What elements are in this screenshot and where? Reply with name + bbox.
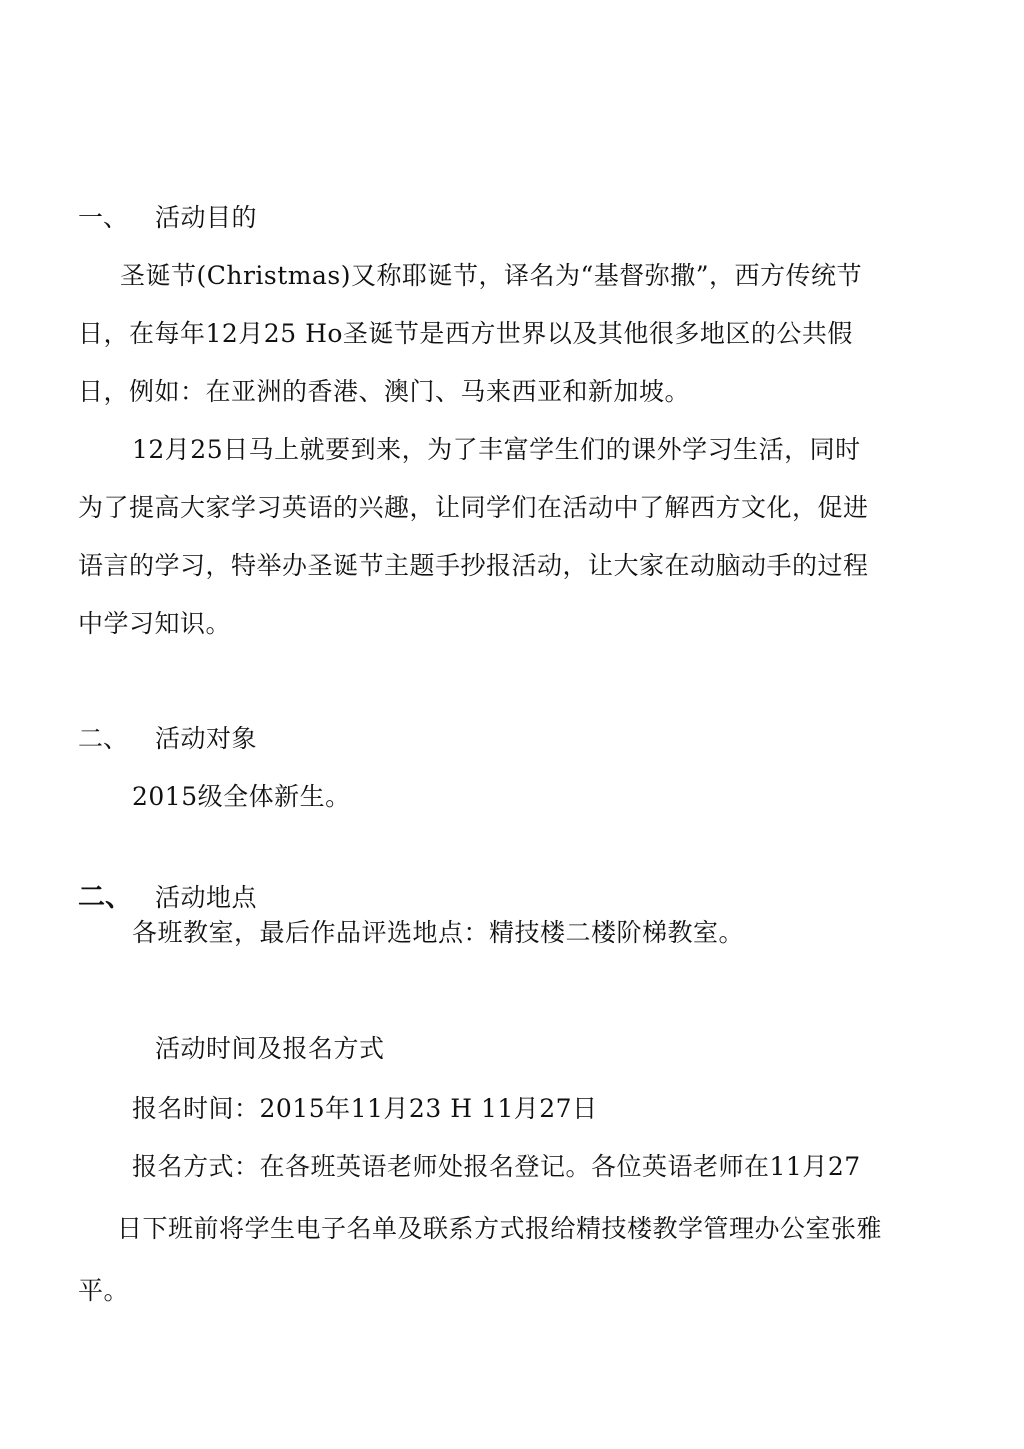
section-1-paragraph-1-line-3: 日，例如：在亚洲的香港、澳门、马来西亚和新加坡。 bbox=[78, 377, 691, 406]
section-4-paragraph-2-line-1: 报名方式：在各班英语老师处报名登记。各位英语老师在11月27 bbox=[132, 1152, 861, 1181]
section-4-heading: 活动时间及报名方式 bbox=[155, 1034, 385, 1063]
section-1-heading: 活动目的 bbox=[155, 203, 258, 232]
section-1-paragraph-2-line-4: 中学习知识。 bbox=[78, 609, 232, 638]
section-3-heading: 活动地点 bbox=[155, 883, 258, 912]
section-2-number: 二、 bbox=[78, 724, 129, 753]
section-1-paragraph-2-line-3: 语言的学习，特举办圣诞节主题手抄报活动，让大家在动脑动手的过程 bbox=[78, 551, 869, 580]
section-1-paragraph-2-line-2: 为了提高大家学习英语的兴趣，让同学们在活动中了解西方文化，促进 bbox=[78, 493, 869, 522]
section-1-number: 一、 bbox=[78, 203, 129, 232]
section-3-paragraph-line-1: 各班教室，最后作品评选地点：精技楼二楼阶梯教室。 bbox=[132, 918, 745, 947]
section-4-paragraph-1-line-1: 报名时间：2015年11月23 H 11月27日 bbox=[132, 1094, 598, 1123]
section-2-paragraph-line-1: 2015级全体新生。 bbox=[132, 782, 351, 811]
section-3-number: 二、 bbox=[78, 882, 132, 913]
section-1-paragraph-2-line-1: 12月25日马上就要到来，为了丰富学生们的课外学习生活，同时 bbox=[132, 435, 861, 464]
section-1-paragraph-1-line-2: 日，在每年12月25 Ho圣诞节是西方世界以及其他很多地区的公共假 bbox=[78, 319, 853, 348]
section-4-paragraph-2-line-3: 平。 bbox=[78, 1276, 130, 1305]
section-1-paragraph-1-line-1: 圣诞节(Christmas)又称耶诞节，译名为“基督弥撒”，西方传统节 bbox=[120, 261, 863, 290]
section-4-paragraph-2-line-2: 日下班前将学生电子名单及联系方式报给精技楼教学管理办公室张雅 bbox=[117, 1214, 883, 1243]
section-2-heading: 活动对象 bbox=[155, 724, 258, 753]
